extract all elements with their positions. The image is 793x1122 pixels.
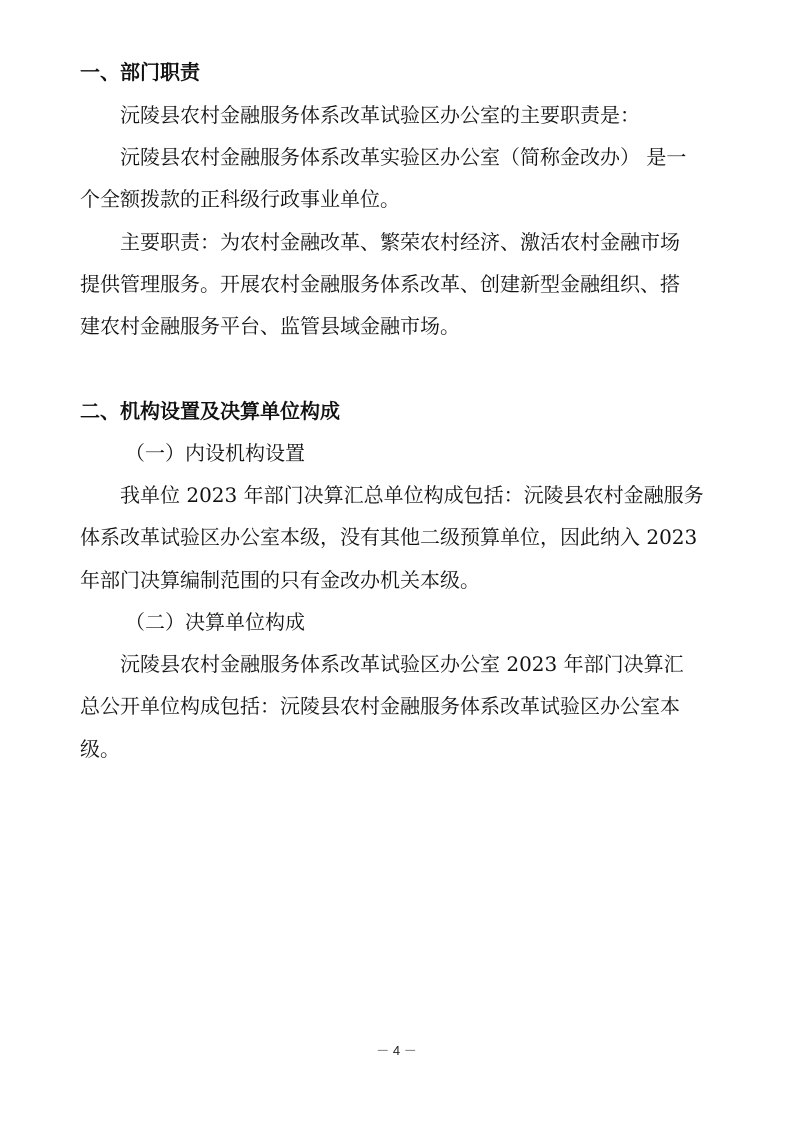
paragraph-line: 主要职责：为农村金融改革、繁荣农村经济、激活农村金融市场 — [120, 230, 680, 254]
paragraph-line: 个全额拨款的正科级行政事业单位。 — [80, 187, 400, 211]
paragraph-line: 我单位 2023 年部门决算汇总单位构成包括：沅陵县农村金融服务 — [120, 483, 704, 507]
paragraph-line: 建农村金融服务平台、监管县域金融市场。 — [80, 314, 460, 338]
paragraph-line: 级。 — [80, 737, 120, 761]
paragraph-line: 体系改革试验区办公室本级，没有其他二级预算单位，因此纳入 2023 — [80, 525, 698, 549]
paragraph-line: 总公开单位构成包括：沅陵县农村金融服务体系改革试验区办公室本 — [80, 694, 680, 718]
paragraph-line: 年部门决算编制范围的只有金改办机关本级。 — [80, 568, 480, 592]
page-number: － 4 － — [376, 1043, 417, 1058]
paragraph-line: 沅陵县农村金融服务体系改革实验区办公室（简称金改办） 是一 — [120, 145, 687, 169]
section-heading-organization: 二、机构设置及决算单位构成 — [80, 399, 340, 423]
paragraph-line: 提供管理服务。开展农村金融服务体系改革、创建新型金融组织、搭 — [80, 272, 680, 296]
section-heading-responsibilities: 一、部门职责 — [80, 60, 200, 84]
subheading-internal-structure: （一）内设机构设置 — [125, 441, 305, 465]
paragraph-line: 沅陵县农村金融服务体系改革试验区办公室的主要职责是： — [120, 103, 640, 127]
subheading-accounting-units: （二）决算单位构成 — [125, 610, 305, 634]
paragraph-line: 沅陵县农村金融服务体系改革试验区办公室 2023 年部门决算汇 — [120, 652, 684, 676]
